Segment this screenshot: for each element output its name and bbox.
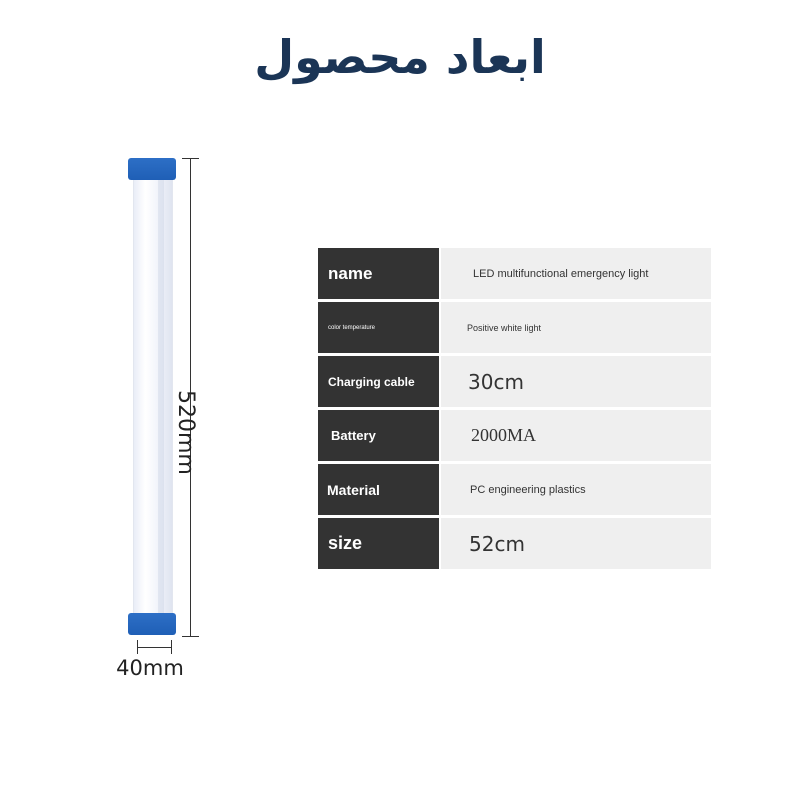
width-dimension-tick-left: [137, 640, 138, 654]
emergency-light-tube-image: [128, 158, 176, 638]
height-dimension-tick-top: [182, 158, 199, 159]
tube-body: [133, 176, 173, 616]
spec-label: Charging cable: [318, 356, 439, 407]
width-dimension-line: [137, 647, 171, 648]
width-dimension-tick-right: [171, 640, 172, 654]
spec-row-material: [318, 464, 711, 515]
spec-row-name: [318, 248, 711, 299]
height-dimension-tick-bottom: [182, 636, 199, 637]
height-dimension-label: 520mm: [173, 390, 198, 475]
spec-label: Material: [318, 464, 439, 515]
spec-value: PC engineering plastics: [441, 464, 711, 515]
spec-row-battery: [318, 410, 711, 461]
spec-label: size: [318, 518, 439, 569]
spec-value: 52cm: [441, 518, 711, 569]
top-end-cap: [128, 158, 176, 180]
spec-value: 30cm: [441, 356, 711, 407]
spec-value: Positive white light: [441, 302, 711, 353]
spec-row-size: [318, 518, 711, 569]
spec-value: LED multifunctional emergency light: [441, 248, 711, 299]
spec-value: 2000MA: [441, 410, 711, 461]
page-title: ابعاد محصول: [254, 30, 546, 84]
spec-label: Battery: [318, 410, 439, 461]
spec-row-color-temperature: [318, 302, 711, 353]
spec-row-charging-cable: [318, 356, 711, 407]
spec-label: name: [318, 248, 439, 299]
spec-label: color temperature: [318, 302, 439, 353]
bottom-end-cap: [128, 613, 176, 635]
width-dimension-label: 40mm: [116, 656, 184, 680]
